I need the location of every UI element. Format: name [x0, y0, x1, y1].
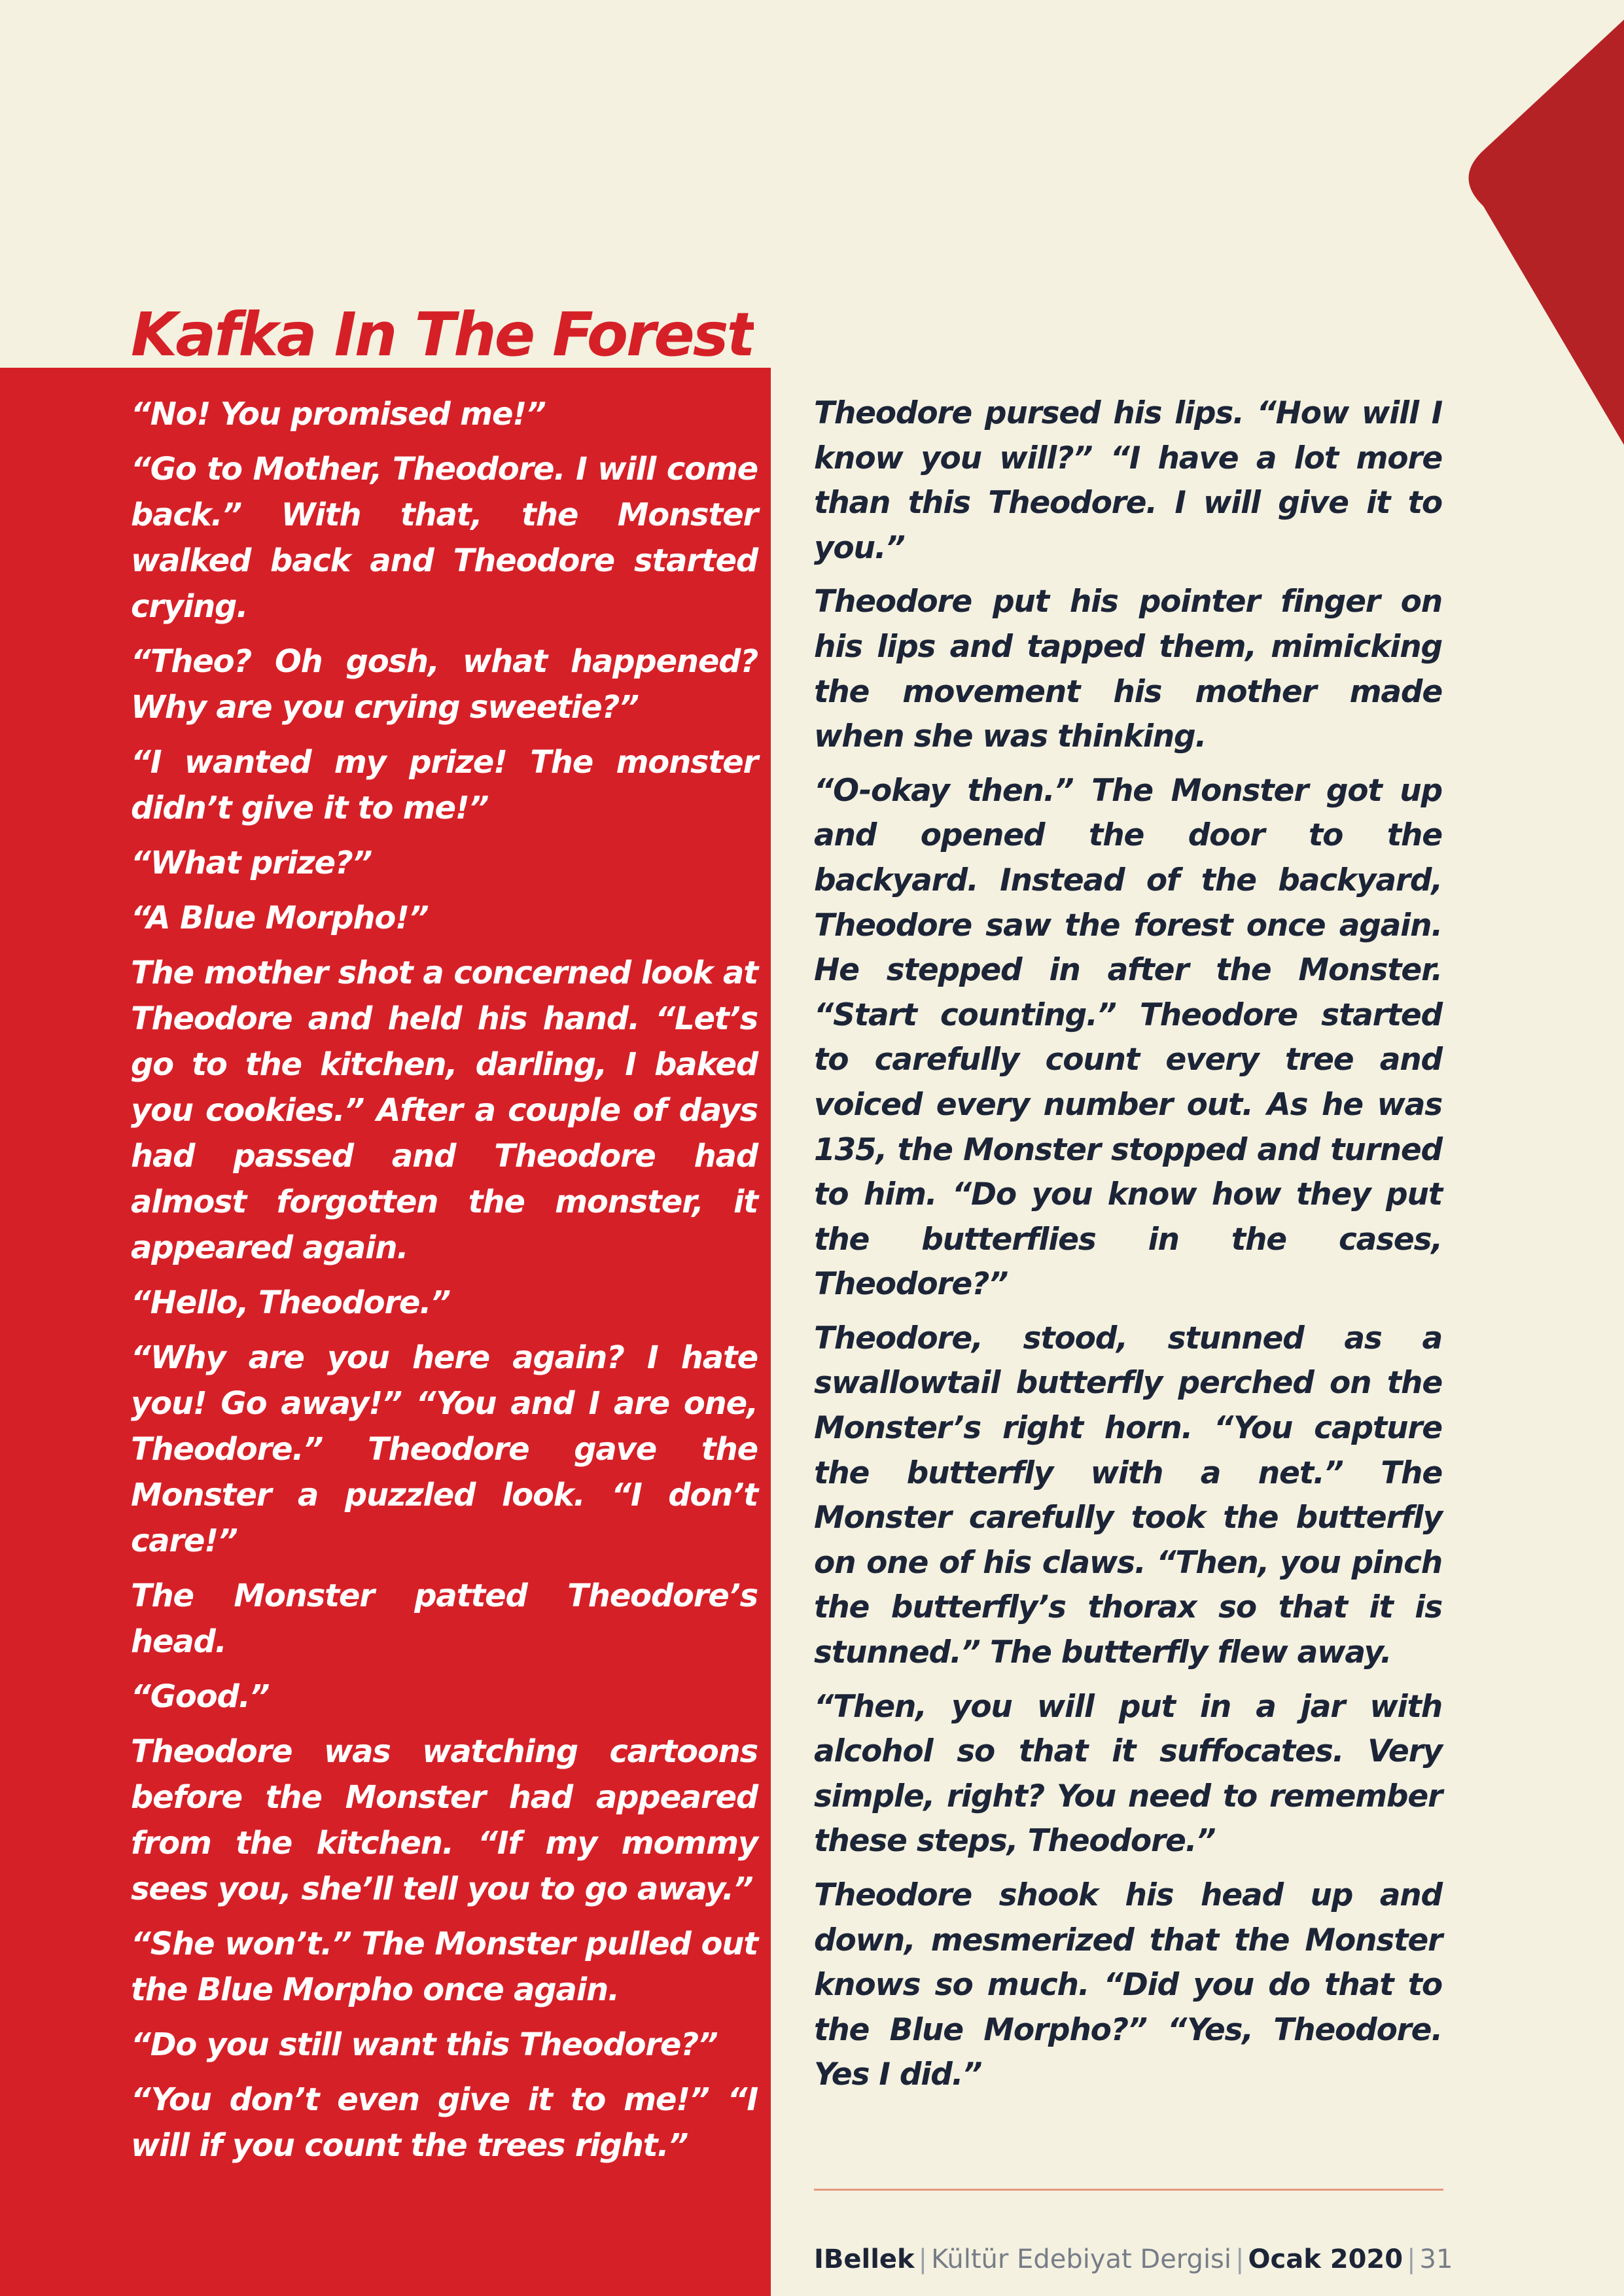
footer-brand: IBellek [814, 2244, 915, 2274]
right-column [814, 391, 1442, 2107]
paragraph: The Monster patted Theodore’s head. [131, 1578, 758, 1660]
paragraph: Theodore put his pointer finger on his lips and tapped them, mimicking the movement his mother made when she was thinking. [814, 584, 1442, 755]
paragraph: “I wanted my prize! The monster didn’t give it to me!” [131, 744, 758, 826]
paragraph: “Then, you will put in a jar with alcohol so that it suffocates. Very simple, right? You need to remember these steps, Theodore.” [814, 1688, 1442, 1860]
paragraph: Theodore, stood, stunned as a swallowtail butterfly perched on the Monster’s right horn. “You capture the butterfly with a net.” The Monster carefully took the butterfly on one of his claws. “Then, you pinch the butterfly’s thorax so that it is stunned.” The butterfly flew away. [814, 1320, 1442, 1671]
paragraph: “Theo? Oh gosh, what happened? Why are you crying sweetie?” [131, 643, 758, 726]
paragraph: “She won’t.” The Monster pulled out the Blue Morpho once again. [131, 1926, 758, 2008]
paragraph: Theodore was watching cartoons before the Monster had appeared from the kitchen. “If my mommy sees you, she’ll tell you to go away.” [131, 1733, 758, 1907]
paragraph: “What prize?” [131, 845, 372, 881]
footer-date: Ocak 2020 [1248, 2244, 1403, 2274]
footer-separator: | [1407, 2244, 1416, 2274]
paragraph: “You don’t even give it to me!” “I will if you count the trees right.” [131, 2081, 758, 2164]
paragraph: “No! You promised me!” [131, 396, 546, 433]
paragraph: Theodore shook his head up and down, mesmerized that the Monster knows so much. “Did you do that to the Blue Morpho?” “Yes, Theodore. Yes I did.” [814, 1877, 1442, 2093]
article-title: Kafka In The Forest [131, 302, 754, 368]
page-number: 31 [1419, 2244, 1453, 2274]
footer-separator: | [1235, 2244, 1244, 2274]
footer-magazine: Kültür Edebiyat Dergisi [931, 2244, 1232, 2274]
paragraph: “O-okay then.” The Monster got up and opened the door to the backyard. Instead of the backyard, Theodore saw the forest once again. He stepped in after the Monster. “Start counting.” Theodore started to carefully count every tree and voiced every number out. As he was 135, the Monster stopped and turned to him. “Do you know how they put the butterflies in the cases, Theodore?” [814, 772, 1442, 1303]
page-footer [814, 2244, 1453, 2274]
left-column [131, 391, 758, 2178]
paragraph: “Go to Mother, Theodore. I will come back.” With that, the Monster walked back and Theodore started crying. [131, 451, 758, 625]
corner-decoration [1454, 0, 1624, 458]
footer-separator: | [918, 2244, 928, 2274]
paragraph: Theodore pursed his lips. “How will I know you will?” “I have a lot more than this Theodore. I will give it to you.” [814, 395, 1442, 566]
paragraph: “Why are you here again? I hate you! Go away!” “You and I are one, Theodore.” Theodore gave the Monster a puzzled look. “I don’t care!” [131, 1339, 758, 1559]
footer-divider [814, 2189, 1443, 2191]
paragraph: “Do you still want this Theodore?” [131, 2026, 718, 2063]
paragraph: “Good.” [131, 1678, 270, 1715]
paragraph: “A Blue Morpho!” [131, 900, 429, 936]
paragraph: The mother shot a concerned look at Theodore and held his hand. “Let’s go to the kitchen, darling, I baked you cookies.” After a couple of days had passed and Theodore had almost forgotten the monster, it appeared again. [131, 955, 758, 1266]
paragraph: “Hello, Theodore.” [131, 1284, 451, 1321]
